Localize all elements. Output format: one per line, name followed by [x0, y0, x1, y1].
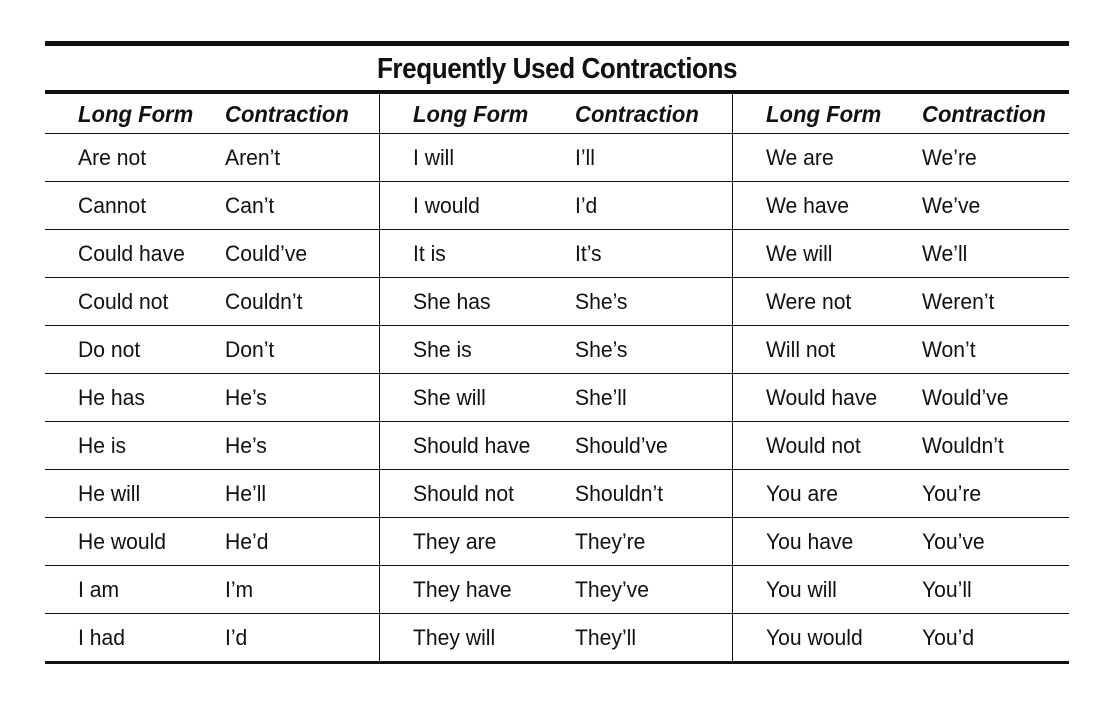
- contraction-cell: Won’t: [922, 326, 1069, 374]
- long-form-cell: They are: [380, 518, 575, 566]
- header-contraction-2: Contraction: [575, 94, 733, 134]
- long-form-cell: He has: [45, 374, 225, 422]
- long-form-cell: You will: [733, 566, 922, 614]
- contraction-cell: Would’ve: [922, 374, 1069, 422]
- contraction-cell: We’ll: [922, 230, 1069, 278]
- contraction-cell: You’ll: [922, 566, 1069, 614]
- long-form-cell: She is: [380, 326, 575, 374]
- long-form-cell: I am: [45, 566, 225, 614]
- long-form-cell: I will: [380, 134, 575, 182]
- long-form-cell: I would: [380, 182, 575, 230]
- long-form-cell: Should have: [380, 422, 575, 470]
- contraction-cell: Couldn’t: [225, 278, 380, 326]
- header-contraction-3: Contraction: [922, 94, 1069, 134]
- table-row: [45, 134, 1069, 182]
- long-form-cell: Should not: [380, 470, 575, 518]
- contraction-cell: I’ll: [575, 134, 733, 182]
- contraction-cell: They’ve: [575, 566, 733, 614]
- header-contraction-1: Contraction: [225, 94, 380, 134]
- contraction-cell: He’s: [225, 374, 380, 422]
- contraction-cell: He’s: [225, 422, 380, 470]
- long-form-cell: Could have: [45, 230, 225, 278]
- contraction-cell: Can’t: [225, 182, 380, 230]
- long-form-cell: Could not: [45, 278, 225, 326]
- table-row: [45, 422, 1069, 470]
- contraction-cell: I’d: [225, 614, 380, 663]
- table-row: [45, 470, 1069, 518]
- long-form-cell: They will: [380, 614, 575, 663]
- contraction-cell: They’ll: [575, 614, 733, 663]
- table-row: [45, 374, 1069, 422]
- contractions-table: [45, 41, 1069, 664]
- contraction-cell: She’s: [575, 278, 733, 326]
- contraction-cell: Wouldn’t: [922, 422, 1069, 470]
- table-row: [45, 566, 1069, 614]
- long-form-cell: Will not: [733, 326, 922, 374]
- long-form-cell: We will: [733, 230, 922, 278]
- long-form-cell: Would have: [733, 374, 922, 422]
- long-form-cell: Would not: [733, 422, 922, 470]
- long-form-cell: Are not: [45, 134, 225, 182]
- contraction-cell: He’ll: [225, 470, 380, 518]
- long-form-cell: You have: [733, 518, 922, 566]
- long-form-cell: I had: [45, 614, 225, 663]
- long-form-cell: Cannot: [45, 182, 225, 230]
- contraction-cell: It’s: [575, 230, 733, 278]
- contraction-cell: Should’ve: [575, 422, 733, 470]
- contraction-cell: Could’ve: [225, 230, 380, 278]
- header-long-form-1: Long Form: [45, 94, 225, 134]
- contraction-cell: I’m: [225, 566, 380, 614]
- table-title: Frequently Used Contractions: [376, 53, 738, 85]
- contractions-grid: [45, 94, 1069, 664]
- table-row: [45, 182, 1069, 230]
- table-row: [45, 614, 1069, 663]
- table-body: [45, 134, 1069, 663]
- long-form-cell: He would: [45, 518, 225, 566]
- contraction-cell: He’d: [225, 518, 380, 566]
- long-form-cell: We have: [733, 182, 922, 230]
- header-long-form-3: Long Form: [733, 94, 922, 134]
- table-row: [45, 230, 1069, 278]
- contraction-cell: You’re: [922, 470, 1069, 518]
- long-form-cell: They have: [380, 566, 575, 614]
- contraction-cell: They’re: [575, 518, 733, 566]
- table-row: [45, 278, 1069, 326]
- contraction-cell: I’d: [575, 182, 733, 230]
- long-form-cell: You are: [733, 470, 922, 518]
- contraction-cell: She’s: [575, 326, 733, 374]
- long-form-cell: It is: [380, 230, 575, 278]
- contraction-cell: Shouldn’t: [575, 470, 733, 518]
- long-form-cell: She has: [380, 278, 575, 326]
- long-form-cell: He is: [45, 422, 225, 470]
- header-row: [45, 94, 1069, 134]
- table-row: [45, 518, 1069, 566]
- table-row: [45, 326, 1069, 374]
- contraction-cell: You’d: [922, 614, 1069, 663]
- contraction-cell: She’ll: [575, 374, 733, 422]
- contraction-cell: Don’t: [225, 326, 380, 374]
- long-form-cell: He will: [45, 470, 225, 518]
- long-form-cell: Were not: [733, 278, 922, 326]
- contraction-cell: You’ve: [922, 518, 1069, 566]
- contraction-cell: Aren’t: [225, 134, 380, 182]
- long-form-cell: She will: [380, 374, 575, 422]
- header-long-form-2: Long Form: [380, 94, 575, 134]
- contraction-cell: Weren’t: [922, 278, 1069, 326]
- contraction-cell: We’ve: [922, 182, 1069, 230]
- long-form-cell: You would: [733, 614, 922, 663]
- long-form-cell: We are: [733, 134, 922, 182]
- long-form-cell: Do not: [45, 326, 225, 374]
- contraction-cell: We’re: [922, 134, 1069, 182]
